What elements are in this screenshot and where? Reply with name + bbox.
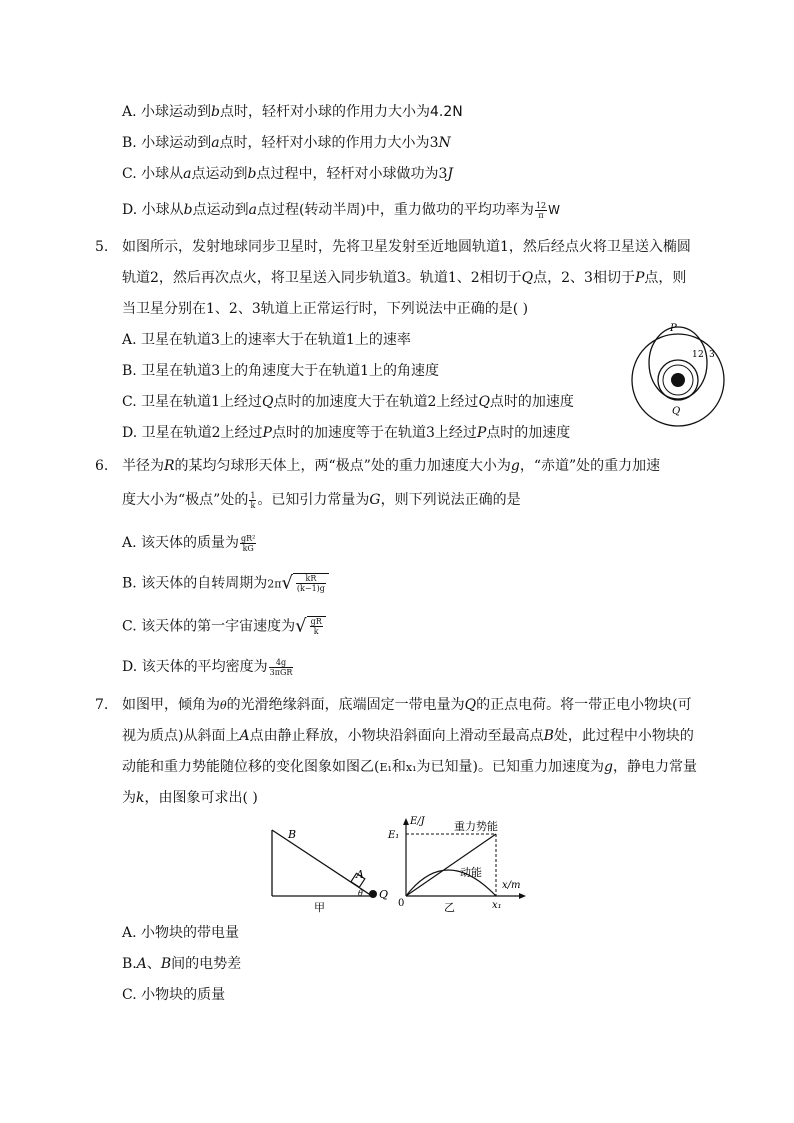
q7-option-a: A. 小物块的带电量 [122,925,240,941]
q7-option-b: B.A、B间的电势差 [122,956,242,972]
q6-stem-1: 半径为R的某均匀球形天体上，两“极点”处的重力加速度大小为g，“赤道”处的重力加速 [122,458,661,474]
incline-label-theta: θ [358,889,363,898]
q6-option-b: B. 该天体的自转周期为2π√ $\frac{kR}{(k-1)g}$ [122,573,329,595]
orbit-label-p: P [670,323,677,334]
q7-stem-3: 动能和重力势能随位移的变化图象如图乙(E₁和x₁为已知量)。已知重力加速度为g，静电力常量 [122,759,697,775]
q5-stem-2: 轨道2，然后再次点火，将卫星送入同步轨道3。轨道1、2相切于Q点，2、3相切于P点，则 [122,270,687,286]
graph-y-label: E/J [410,816,425,827]
q4-option-a: A. 小球运动到b点时，轻杆对小球的作用力大小为4.2N [122,104,463,120]
q5-option-b: B. 卫星在轨道3上的角速度大于在轨道1上的角速度 [122,363,440,379]
q7-stem-4: 为k，由图象可求出( ) [122,790,258,806]
q7-number: 7. [95,697,109,713]
q5-number: 5. [95,239,109,255]
incline-label-a: A [356,868,364,881]
q4-option-c: C. 小球从a点运动到b点过程中，轻杆对小球做功为3J [122,166,453,182]
point-charge [369,890,377,898]
earth [671,373,685,387]
orbit-label-1: 1 [692,350,698,360]
potential-energy-line [406,834,496,896]
graph-ke-label: 动能 [460,866,482,879]
graph-x-label: x/m [502,880,521,891]
q7-option-c: C. 小物块的质量 [122,987,226,1003]
q4-option-b: B. 小球运动到a点时，轻杆对小球的作用力大小为3N [122,135,451,151]
q6-option-d: D. 该天体的平均密度为 $\frac{4g}{\text{3πGR}}$ [122,657,293,677]
kinetic-energy-curve [406,870,496,896]
q5-option-d: D. 卫星在轨道2上经过P点时的加速度等于在轨道3上经过P点时的加速度 [122,425,571,441]
incline-figure [262,822,394,914]
graph-pe-label: 重力势能 [454,820,498,833]
q6-option-c: C. 该天体的第一宇宙速度为√ $\frac{gR}{k}$ [122,616,326,637]
graph-origin-label: 0 [398,898,405,909]
q6-option-a: A. 该天体的质量为 $\frac{\text{gR²}}{kG}$ [122,533,256,553]
q4-option-d: D. 小球从b点运动到a点过程(转动半周)中，重力做功的平均功率为 $\frac{12}{\pi}$ W [122,200,560,220]
orbit-label-2: 2 [698,350,704,360]
orbit-label-q: Q [672,406,681,417]
q5-stem-1: 如图所示，发射地球同步卫星时，先将卫星发射至近地圆轨道1，然后经点火将卫星送入椭圆 [122,239,691,255]
q7-stem-1: 如图甲，倾角为θ的光滑绝缘斜面，底端固定一带电量为Q的正点电荷。将一带正电小物块(可 [122,697,692,713]
energy-graph [384,814,534,914]
incline-label-b: B [288,828,297,841]
graph-caption: 乙 [444,901,455,914]
incline-caption: 甲 [314,901,325,914]
orbit-2 [649,327,707,399]
q6-stem-2: 度大小为“极点”处的 $\frac{1}{k}$ 。已知引力常量为G，则下列说法正确的是 [122,490,521,510]
orbit-label-3: 3 [709,350,715,360]
q5-option-a: A. 卫星在轨道3上的速率大于在轨道1上的速率 [122,332,411,348]
q6-number: 6. [95,458,109,474]
q5-option-c: C. 卫星在轨道1上经过Q点时的加速度大于在轨道2上经过Q点时的加速度 [122,394,574,410]
q5-stem-3: 当卫星分别在1、2、3轨道上正常运行时，下列说法中正确的是( ) [122,301,529,317]
orbit-diagram [626,320,726,432]
graph-e1-label: E₁ [388,830,400,841]
graph-x1-label: x₁ [492,900,502,911]
incline-label-q: Q [379,888,389,901]
q7-stem-2: 视为质点)从斜面上A点由静止释放，小物块沿斜面向上滑动至最高点B处，此过程中小物块的 [122,728,694,744]
